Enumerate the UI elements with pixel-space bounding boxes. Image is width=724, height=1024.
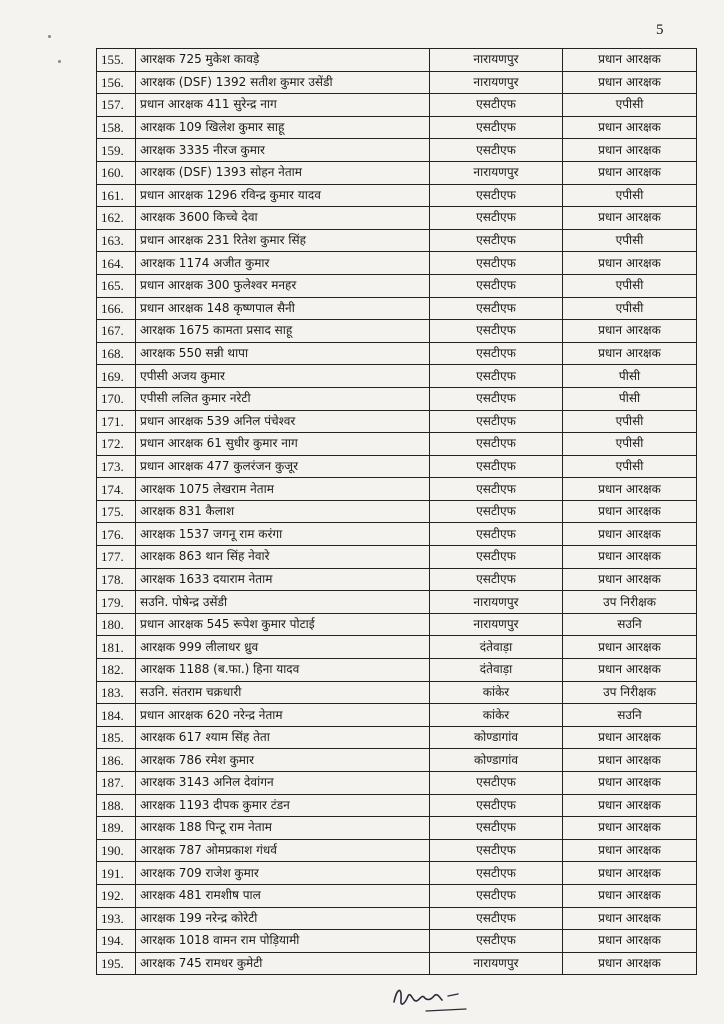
rank-cell: प्रधान आरक्षक — [563, 839, 697, 862]
rank-cell: प्रधान आरक्षक — [563, 794, 697, 817]
rank-cell: सउनि — [563, 613, 697, 636]
table-row — [97, 523, 697, 546]
name-cell: आरक्षक 3143 अनिल देवांगन — [136, 772, 430, 795]
serial-number-cell: 170. — [97, 387, 136, 410]
name-cell: आरक्षक 725 मुकेश कावड़े — [136, 49, 430, 72]
district-cell: एसटीएफ — [430, 139, 563, 162]
table-row — [97, 387, 697, 410]
name-cell: आरक्षक 786 रमेश कुमार — [136, 749, 430, 772]
table-row — [97, 839, 697, 862]
name-cell: प्रधान आरक्षक 1296 रविन्द्र कुमार यादव — [136, 184, 430, 207]
district-cell: एसटीएफ — [430, 252, 563, 275]
serial-number-cell: 160. — [97, 161, 136, 184]
table-row — [97, 184, 697, 207]
rank-cell: एपीसी — [563, 410, 697, 433]
name-cell: आरक्षक 1537 जगनू राम करंगा — [136, 523, 430, 546]
table-row — [97, 884, 697, 907]
table-row — [97, 546, 697, 569]
table-row — [97, 207, 697, 230]
table-row — [97, 726, 697, 749]
rank-cell: प्रधान आरक्षक — [563, 726, 697, 749]
rank-cell: प्रधान आरक्षक — [563, 884, 697, 907]
rank-cell: प्रधान आरक्षक — [563, 772, 697, 795]
name-cell: प्रधान आरक्षक 545 रूपेश कुमार पोटाई — [136, 613, 430, 636]
name-cell: एपीसी ललित कुमार नरेटी — [136, 387, 430, 410]
table-row — [97, 94, 697, 117]
rank-cell: एपीसी — [563, 274, 697, 297]
district-cell: एसटीएफ — [430, 94, 563, 117]
name-cell: आरक्षक 1174 अजीत कुमार — [136, 252, 430, 275]
serial-number-cell: 161. — [97, 184, 136, 207]
name-cell: आरक्षक 550 सन्नी थापा — [136, 342, 430, 365]
page-number: 5 — [656, 22, 664, 38]
serial-number-cell: 190. — [97, 839, 136, 862]
rank-cell: एपीसी — [563, 94, 697, 117]
district-cell: कांकेर — [430, 681, 563, 704]
name-cell: एपीसी अजय कुमार — [136, 365, 430, 388]
name-cell: आरक्षक 999 लीलाधर ध्रुव — [136, 636, 430, 659]
district-cell: एसटीएफ — [430, 229, 563, 252]
serial-number-cell: 188. — [97, 794, 136, 817]
table-row — [97, 636, 697, 659]
name-cell: आरक्षक 1188 (ब.फा.) हिना यादव — [136, 659, 430, 682]
district-cell: एसटीएफ — [430, 794, 563, 817]
name-cell: आरक्षक 109 खिलेश कुमार साहू — [136, 116, 430, 139]
serial-number-cell: 195. — [97, 952, 136, 975]
rank-cell: एपीसी — [563, 297, 697, 320]
table-row — [97, 71, 697, 94]
name-cell: आरक्षक 1018 वामन राम पोड़ियामी — [136, 930, 430, 953]
scan-speck — [48, 35, 51, 38]
table-row — [97, 613, 697, 636]
name-cell: आरक्षक 3600 किच्चे देवा — [136, 207, 430, 230]
serial-number-cell: 166. — [97, 297, 136, 320]
table-row — [97, 342, 697, 365]
name-cell: सउनि. संतराम चक्रधारी — [136, 681, 430, 704]
rank-cell: प्रधान आरक्षक — [563, 907, 697, 930]
table-row — [97, 659, 697, 682]
serial-number-cell: 181. — [97, 636, 136, 659]
table-row — [97, 749, 697, 772]
serial-number-cell: 191. — [97, 862, 136, 885]
name-cell: प्रधान आरक्षक 620 नरेन्द्र नेताम — [136, 704, 430, 727]
table-row — [97, 591, 697, 614]
rank-cell: प्रधान आरक्षक — [563, 500, 697, 523]
table-row — [97, 862, 697, 885]
serial-number-cell: 185. — [97, 726, 136, 749]
serial-number-cell: 182. — [97, 659, 136, 682]
table-row — [97, 320, 697, 343]
rank-cell: एपीसी — [563, 455, 697, 478]
transfer-roster-table — [96, 48, 697, 975]
district-cell: एसटीएफ — [430, 884, 563, 907]
district-cell: एसटीएफ — [430, 184, 563, 207]
rank-cell: प्रधान आरक्षक — [563, 523, 697, 546]
table-row — [97, 410, 697, 433]
table-row — [97, 794, 697, 817]
rank-cell: प्रधान आरक्षक — [563, 342, 697, 365]
table-row — [97, 681, 697, 704]
district-cell: नारायणपुर — [430, 161, 563, 184]
table-row — [97, 116, 697, 139]
name-cell: आरक्षक 831 कैलाश — [136, 500, 430, 523]
name-cell: प्रधान आरक्षक 148 कृष्णपाल सैनी — [136, 297, 430, 320]
rank-cell: प्रधान आरक्षक — [563, 161, 697, 184]
serial-number-cell: 186. — [97, 749, 136, 772]
name-cell: प्रधान आरक्षक 477 कुलरंजन कुजूर — [136, 455, 430, 478]
table-row — [97, 161, 697, 184]
rank-cell: सउनि — [563, 704, 697, 727]
serial-number-cell: 157. — [97, 94, 136, 117]
serial-number-cell: 180. — [97, 613, 136, 636]
table-row — [97, 817, 697, 840]
rank-cell: एपीसी — [563, 229, 697, 252]
table-row — [97, 952, 697, 975]
district-cell: नारायणपुर — [430, 49, 563, 72]
district-cell: एसटीएफ — [430, 116, 563, 139]
table-row — [97, 500, 697, 523]
district-cell: एसटीएफ — [430, 839, 563, 862]
rank-cell: प्रधान आरक्षक — [563, 49, 697, 72]
roster-body — [97, 49, 697, 975]
serial-number-cell: 189. — [97, 817, 136, 840]
district-cell: एसटीएफ — [430, 274, 563, 297]
district-cell: एसटीएफ — [430, 568, 563, 591]
table-row — [97, 455, 697, 478]
table-row — [97, 568, 697, 591]
serial-number-cell: 158. — [97, 116, 136, 139]
rank-cell: एपीसी — [563, 184, 697, 207]
district-cell: एसटीएफ — [430, 478, 563, 501]
serial-number-cell: 187. — [97, 772, 136, 795]
name-cell: आरक्षक 863 थान सिंह नेवारे — [136, 546, 430, 569]
name-cell: प्रधान आरक्षक 231 रितेश कुमार सिंह — [136, 229, 430, 252]
district-cell: नारायणपुर — [430, 591, 563, 614]
district-cell: एसटीएफ — [430, 523, 563, 546]
rank-cell: प्रधान आरक्षक — [563, 546, 697, 569]
rank-cell: प्रधान आरक्षक — [563, 930, 697, 953]
district-cell: एसटीएफ — [430, 297, 563, 320]
serial-number-cell: 179. — [97, 591, 136, 614]
name-cell: आरक्षक 1675 कामता प्रसाद साहू — [136, 320, 430, 343]
name-cell: आरक्षक 3335 नीरज कुमार — [136, 139, 430, 162]
rank-cell: प्रधान आरक्षक — [563, 139, 697, 162]
table-row — [97, 274, 697, 297]
rank-cell: प्रधान आरक्षक — [563, 71, 697, 94]
table-row — [97, 297, 697, 320]
district-cell: एसटीएफ — [430, 817, 563, 840]
serial-number-cell: 162. — [97, 207, 136, 230]
rank-cell: प्रधान आरक्षक — [563, 636, 697, 659]
table-row — [97, 49, 697, 72]
name-cell: आरक्षक 1633 दयाराम नेताम — [136, 568, 430, 591]
name-cell: प्रधान आरक्षक 61 सुधीर कुमार नाग — [136, 433, 430, 456]
name-cell: आरक्षक 709 राजेश कुमार — [136, 862, 430, 885]
serial-number-cell: 177. — [97, 546, 136, 569]
district-cell: एसटीएफ — [430, 387, 563, 410]
district-cell: कोण्डागांव — [430, 749, 563, 772]
serial-number-cell: 163. — [97, 229, 136, 252]
district-cell: एसटीएफ — [430, 546, 563, 569]
rank-cell: प्रधान आरक्षक — [563, 252, 697, 275]
district-cell: कोण्डागांव — [430, 726, 563, 749]
serial-number-cell: 164. — [97, 252, 136, 275]
handwritten-signature — [388, 982, 468, 1012]
rank-cell: प्रधान आरक्षक — [563, 749, 697, 772]
table-row — [97, 704, 697, 727]
serial-number-cell: 173. — [97, 455, 136, 478]
rank-cell: पीसी — [563, 365, 697, 388]
serial-number-cell: 168. — [97, 342, 136, 365]
rank-cell: प्रधान आरक्षक — [563, 568, 697, 591]
district-cell: दंतेवाड़ा — [430, 636, 563, 659]
name-cell: आरक्षक 787 ओमप्रकाश गंधर्व — [136, 839, 430, 862]
rank-cell: प्रधान आरक्षक — [563, 862, 697, 885]
district-cell: एसटीएफ — [430, 207, 563, 230]
rank-cell: प्रधान आरक्षक — [563, 952, 697, 975]
name-cell: आरक्षक 199 नरेन्द्र कोरेटी — [136, 907, 430, 930]
table-row — [97, 365, 697, 388]
table-row — [97, 252, 697, 275]
district-cell: दंतेवाड़ा — [430, 659, 563, 682]
name-cell: आरक्षक 481 रामशीष पाल — [136, 884, 430, 907]
table-row — [97, 139, 697, 162]
rank-cell: प्रधान आरक्षक — [563, 817, 697, 840]
serial-number-cell: 172. — [97, 433, 136, 456]
rank-cell: प्रधान आरक्षक — [563, 207, 697, 230]
district-cell: नारायणपुर — [430, 952, 563, 975]
serial-number-cell: 174. — [97, 478, 136, 501]
name-cell: आरक्षक (DSF) 1393 सोहन नेताम — [136, 161, 430, 184]
district-cell: एसटीएफ — [430, 410, 563, 433]
table-row — [97, 478, 697, 501]
district-cell: नारायणपुर — [430, 71, 563, 94]
district-cell: नारायणपुर — [430, 613, 563, 636]
district-cell: एसटीएफ — [430, 500, 563, 523]
district-cell: एसटीएफ — [430, 455, 563, 478]
name-cell: आरक्षक 1075 लेखराम नेताम — [136, 478, 430, 501]
name-cell: प्रधान आरक्षक 539 अनिल पंचेश्वर — [136, 410, 430, 433]
serial-number-cell: 183. — [97, 681, 136, 704]
serial-number-cell: 165. — [97, 274, 136, 297]
name-cell: प्रधान आरक्षक 300 फुलेश्वर मनहर — [136, 274, 430, 297]
rank-cell: प्रधान आरक्षक — [563, 478, 697, 501]
rank-cell: प्रधान आरक्षक — [563, 320, 697, 343]
serial-number-cell: 178. — [97, 568, 136, 591]
serial-number-cell: 194. — [97, 930, 136, 953]
name-cell: प्रधान आरक्षक 411 सुरेन्द्र नाग — [136, 94, 430, 117]
serial-number-cell: 184. — [97, 704, 136, 727]
name-cell: आरक्षक 617 श्याम सिंह तेता — [136, 726, 430, 749]
district-cell: एसटीएफ — [430, 433, 563, 456]
district-cell: एसटीएफ — [430, 342, 563, 365]
scan-speck — [58, 60, 61, 63]
table-row — [97, 229, 697, 252]
name-cell: आरक्षक 745 रामधर कुमेटी — [136, 952, 430, 975]
serial-number-cell: 156. — [97, 71, 136, 94]
district-cell: एसटीएफ — [430, 930, 563, 953]
district-cell: एसटीएफ — [430, 772, 563, 795]
district-cell: एसटीएफ — [430, 365, 563, 388]
rank-cell: उप निरीक्षक — [563, 681, 697, 704]
serial-number-cell: 175. — [97, 500, 136, 523]
table-row — [97, 772, 697, 795]
table-row — [97, 930, 697, 953]
rank-cell: उप निरीक्षक — [563, 591, 697, 614]
serial-number-cell: 155. — [97, 49, 136, 72]
serial-number-cell: 171. — [97, 410, 136, 433]
district-cell: कांकेर — [430, 704, 563, 727]
name-cell: आरक्षक 188 पिन्टू राम नेताम — [136, 817, 430, 840]
serial-number-cell: 193. — [97, 907, 136, 930]
name-cell: आरक्षक 1193 दीपक कुमार टंडन — [136, 794, 430, 817]
rank-cell: एपीसी — [563, 433, 697, 456]
district-cell: एसटीएफ — [430, 862, 563, 885]
district-cell: एसटीएफ — [430, 320, 563, 343]
rank-cell: प्रधान आरक्षक — [563, 659, 697, 682]
rank-cell: पीसी — [563, 387, 697, 410]
rank-cell: प्रधान आरक्षक — [563, 116, 697, 139]
name-cell: आरक्षक (DSF) 1392 सतीश कुमार उसेंडी — [136, 71, 430, 94]
serial-number-cell: 176. — [97, 523, 136, 546]
table-row — [97, 907, 697, 930]
serial-number-cell: 159. — [97, 139, 136, 162]
name-cell: सउनि. पोषेन्द्र उसेंडी — [136, 591, 430, 614]
serial-number-cell: 169. — [97, 365, 136, 388]
district-cell: एसटीएफ — [430, 907, 563, 930]
serial-number-cell: 192. — [97, 884, 136, 907]
table-row — [97, 433, 697, 456]
serial-number-cell: 167. — [97, 320, 136, 343]
